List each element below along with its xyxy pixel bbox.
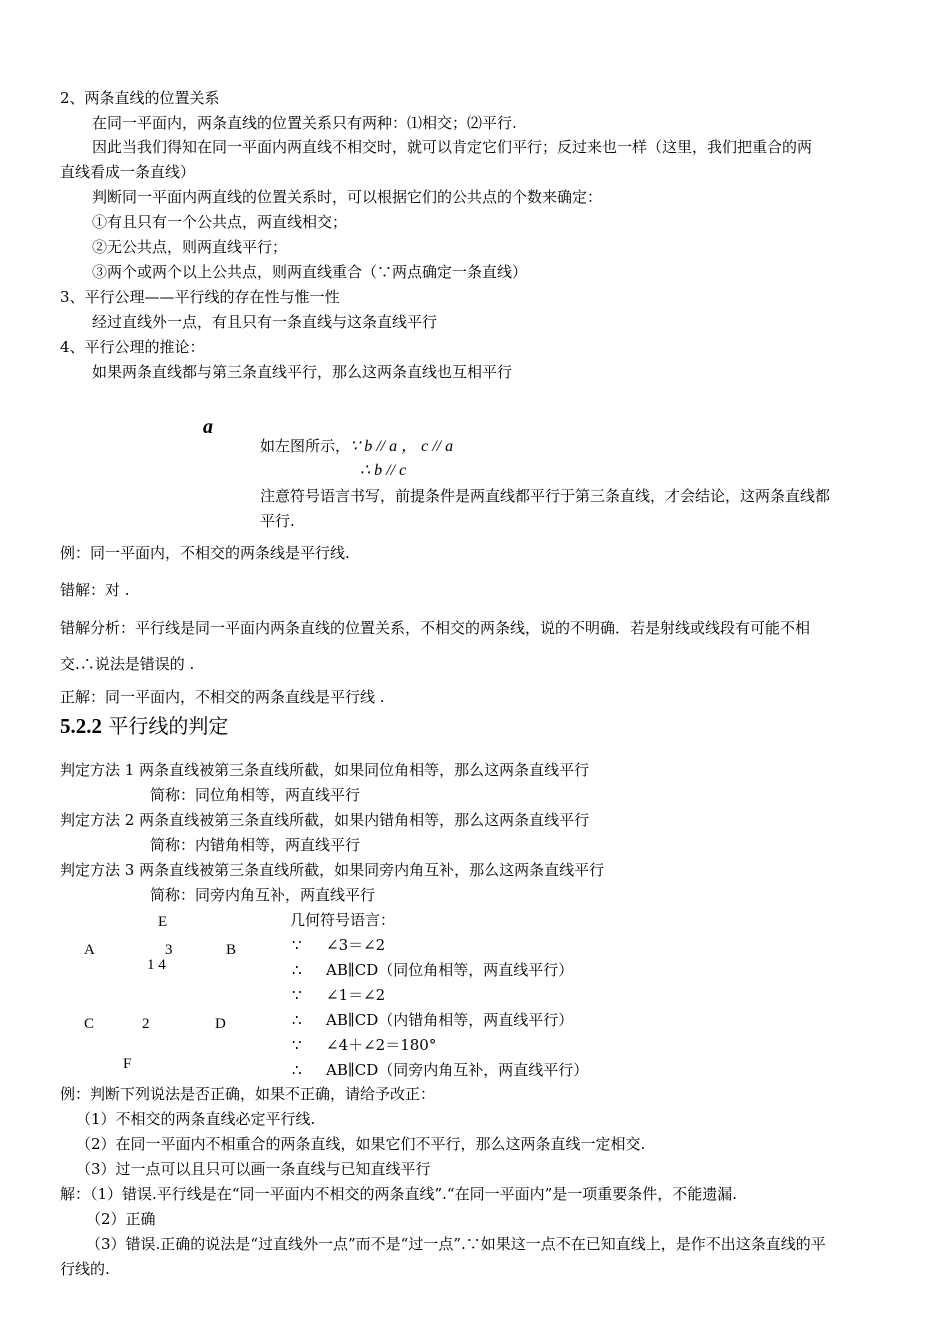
method3: 判定方法 3 两条直线被第三条直线所截，如果同旁内角互补，那么这两条直线平行 xyxy=(60,861,605,879)
ex1-analysis-a: 错解分析：平行线是同一平面内两条直线的位置关系，不相交的两条线，说的不明确．若是射线或线段有可能不相 xyxy=(60,619,811,637)
angle-2-label: 2 xyxy=(142,1016,150,1032)
proof-row4: AB∥CD（内错角相等，两直线平行） xyxy=(326,1011,574,1029)
proof-row1: ∠3＝∠2 xyxy=(326,936,386,954)
section-number: 5.2.2 xyxy=(60,714,102,738)
caption-text: 如左图所示， xyxy=(260,437,351,455)
point-A-label: A xyxy=(84,942,95,958)
proof-row4-symbol: ∴ xyxy=(292,1011,302,1029)
proof-row3-symbol: ∵ xyxy=(292,986,302,1004)
sec3-p1: 经过直线外一点，有且只有一条直线与这条直线平行 xyxy=(92,313,438,331)
sec4-p1: 如果两条直线都与第三条直线平行，那么这两条直线也互相平行 xyxy=(92,363,513,381)
proof-row1-symbol: ∵ xyxy=(292,936,302,954)
sec2-p2b: 直线看成一条直线） xyxy=(60,163,196,181)
ex2-q3: （3）过一点可以且只可以画一条直线与已知直线平行 xyxy=(76,1160,431,1178)
caption-math1: ∵ b // a ， c // a xyxy=(350,438,454,455)
angle-1-4-label: 1 4 xyxy=(147,957,166,973)
sec2-item3: ③两个或两个以上公共点，则两直线重合（∵两点确定一条直线） xyxy=(92,263,528,281)
figure-caption-line2: ∴ b // c xyxy=(360,462,407,479)
proof-row3: ∠1＝∠2 xyxy=(326,986,386,1004)
point-D-label: D xyxy=(215,1016,226,1032)
figure-label-a: a xyxy=(203,416,213,438)
proof-row6-symbol: ∴ xyxy=(292,1061,302,1079)
ex2-q1: （1）不相交的两条直线必定平行线. xyxy=(76,1110,316,1128)
ex2-a3a: （3）错误.正确的说法是“过直线外一点”而不是“过一点”.∵如果这一点不在已知直线上，是作不出这条直线的平 xyxy=(86,1235,826,1253)
method2: 判定方法 2 两条直线被第三条直线所截，如果内错角相等，那么这两条直线平行 xyxy=(60,811,590,829)
method1-short: 简称：同位角相等，两直线平行 xyxy=(150,786,361,804)
ex1-question: 例：同一平面内，不相交的两条线是平行线. xyxy=(60,544,350,562)
point-E-label: E xyxy=(158,914,168,930)
point-F-label: F xyxy=(123,1056,132,1072)
point-C-label: C xyxy=(84,1016,95,1032)
ex2-a1: 解：（1）错误.平行线是在“同一平面内不相交的两条直线”.“在同一平面内”是一项重要条件，不能遗漏. xyxy=(60,1185,738,1203)
proof-row2: AB∥CD（同位角相等，两直线平行） xyxy=(326,961,574,979)
section-title: 平行线的判定 xyxy=(108,714,229,738)
ex2-q2: （2）在同一平面内不相重合的两条直线，如果它们不平行，那么这两条直线一定相交. xyxy=(76,1135,646,1153)
ex1-correct: 正解：同一平面内，不相交的两条直线是平行线 . xyxy=(60,688,385,706)
sec3-heading: 3、平行公理——平行线的存在性与惟一性 xyxy=(60,288,340,306)
sec2-p3: 判断同一平面内两直线的位置关系时，可以根据它们的公共点的个数来确定： xyxy=(92,188,603,206)
sec2-p2a: 因此当我们得知在同一平面内两直线不相交时，就可以肯定它们平行；反过来也一样（这里，我们把重合的两 xyxy=(92,138,813,156)
section-522-heading xyxy=(60,712,228,740)
proof-row5: ∠4＋∠2＝180° xyxy=(326,1036,437,1054)
method3-short: 简称：同旁内角互补，两直线平行 xyxy=(150,886,376,904)
note-line2: 平行. xyxy=(260,512,295,530)
point-B-label: B xyxy=(226,942,237,958)
angle-3-label: 3 xyxy=(165,942,173,958)
figure-caption-line1 xyxy=(260,436,453,457)
ex1-wrong: 错解：对 . xyxy=(60,581,130,599)
proof-row6: AB∥CD（同旁内角互补，两直线平行） xyxy=(326,1061,589,1079)
sec2-heading: 2、两条直线的位置关系 xyxy=(60,89,220,107)
sec2-item2: ②无公共点，则两直线平行； xyxy=(92,238,288,256)
method2-short: 简称：内错角相等，两直线平行 xyxy=(150,836,361,854)
sec2-item1: ①有且只有一个公共点，两直线相交； xyxy=(92,213,348,231)
proof-row5-symbol: ∵ xyxy=(292,1036,302,1054)
ex1-analysis-b: 交.∴说法是错误的 . xyxy=(60,655,195,673)
note-line1: 注意符号语言书写，前提条件是两直线都平行于第三条直线，才会结论，这两条直线都 xyxy=(260,487,831,505)
proof-row2-symbol: ∴ xyxy=(292,961,302,979)
ex2-question: 例：判断下列说法是否正确，如果不正确，请给予改正： xyxy=(60,1085,436,1103)
proof-title: 几何符号语言： xyxy=(290,911,396,929)
sec4-heading: 4、平行公理的推论： xyxy=(60,338,205,356)
sec2-p1: 在同一平面内，两条直线的位置关系只有两种：⑴相交；⑵平行. xyxy=(92,114,517,132)
method1: 判定方法 1 两条直线被第三条直线所截，如果同位角相等，那么这两条直线平行 xyxy=(60,761,590,779)
ex2-a2: （2）正确 xyxy=(86,1210,156,1228)
ex2-a3b: 行线的. xyxy=(60,1260,110,1278)
